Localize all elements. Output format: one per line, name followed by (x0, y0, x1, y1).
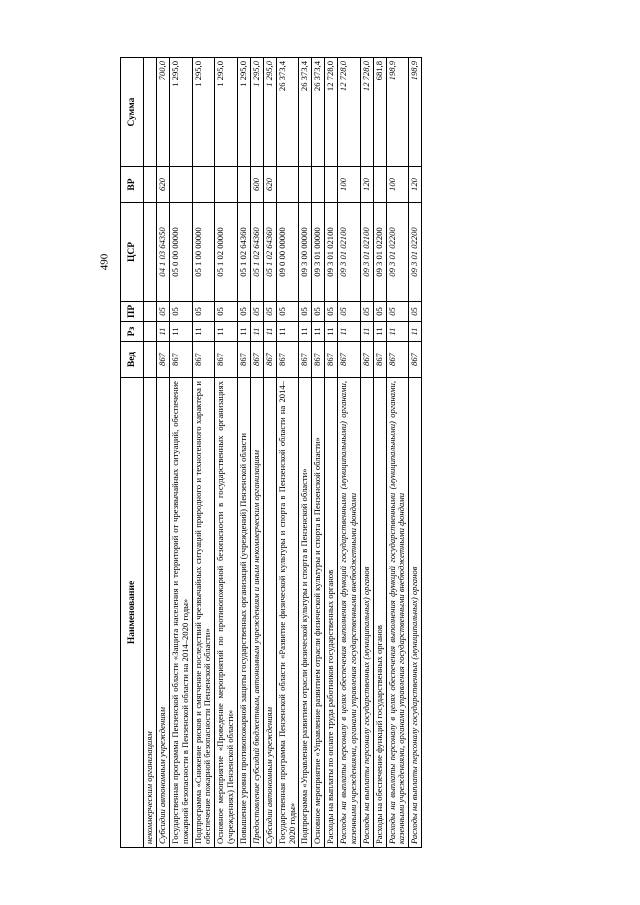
cell-csr: 05 1 02 00000 (215, 203, 238, 302)
cell-vr: 600 (250, 167, 263, 203)
cell-pr: 05 (276, 302, 299, 322)
cell-csr: 09 3 01 02200 (386, 203, 409, 302)
cell-sum: 1 295,0 (192, 58, 215, 167)
cell-csr: 09 0 00 00000 (276, 203, 299, 302)
table-row (386, 58, 409, 848)
cell-pr: 05 (325, 302, 338, 322)
header-sum: Сумма (121, 58, 144, 167)
table-row (409, 58, 422, 848)
cell-sum: 198,9 (386, 58, 409, 167)
cell-rz (144, 322, 157, 342)
cell-pr: 05 (156, 302, 169, 322)
cell-vr (144, 167, 157, 203)
cell-vr (373, 167, 386, 203)
cell-vr: 620 (156, 167, 169, 203)
table-row (338, 58, 361, 848)
cell-name: Расходы на выплаты персоналу в целях обеспечения выполнения функций государственными (муниципальными) органами, казенными учреждениями, органами управления государственными внебюджетными фондами (338, 378, 361, 848)
cell-sum: 1 295,0 (263, 58, 276, 167)
cell-name: некоммерческим организациям (144, 378, 157, 848)
cell-name: Основное мероприятие «Проведение мероприятий по противопожарной безопасности в государственных организациях (учреждениях) Пензенской области» (215, 378, 238, 848)
table-row (263, 58, 276, 848)
cell-ved: 867 (409, 342, 422, 378)
page-number-text: 490 (98, 253, 110, 271)
cell-vr (325, 167, 338, 203)
rotated-content (120, 58, 570, 848)
header-pr: ПР (121, 302, 144, 322)
table-row (169, 58, 192, 848)
cell-csr: 05 1 02 64360 (238, 203, 251, 302)
cell-name: Субсидии автономным учреждениям (156, 378, 169, 848)
cell-sum: 26 373,4 (276, 58, 299, 167)
cell-rz: 11 (299, 322, 312, 342)
cell-ved: 867 (338, 342, 361, 378)
cell-name: Субсидии автономным учреждениям (263, 378, 276, 848)
cell-name: Подпрограмма «Управление развитием отрасли физической культуры и спорта в Пензенской области» (299, 378, 312, 848)
cell-csr: 05 0 00 00000 (169, 203, 192, 302)
cell-vr (238, 167, 251, 203)
cell-pr: 05 (169, 302, 192, 322)
cell-sum: 26 373,4 (312, 58, 325, 167)
cell-vr: 120 (360, 167, 373, 203)
header-vr: ВР (121, 167, 144, 203)
header-csr: ЦСР (121, 203, 144, 302)
budget-table (120, 57, 422, 848)
table-row (238, 58, 251, 848)
header-ved: Вед (121, 342, 144, 378)
cell-rz: 11 (156, 322, 169, 342)
cell-rz: 11 (373, 322, 386, 342)
table-row (250, 58, 263, 848)
table-row (192, 58, 215, 848)
cell-pr: 05 (250, 302, 263, 322)
cell-ved: 867 (263, 342, 276, 378)
cell-ved: 867 (215, 342, 238, 378)
cell-pr: 05 (386, 302, 409, 322)
cell-pr (144, 302, 157, 322)
cell-pr: 05 (338, 302, 361, 322)
cell-sum: 12 728,0 (325, 58, 338, 167)
cell-sum: 12 728,0 (338, 58, 361, 167)
cell-pr: 05 (238, 302, 251, 322)
cell-pr: 05 (263, 302, 276, 322)
cell-csr: 09 3 01 02100 (360, 203, 373, 302)
cell-vr (169, 167, 192, 203)
cell-rz: 11 (263, 322, 276, 342)
cell-ved: 867 (386, 342, 409, 378)
page-number (90, 248, 118, 276)
cell-csr: 05 1 02 64360 (250, 203, 263, 302)
cell-vr (276, 167, 299, 203)
cell-ved: 867 (192, 342, 215, 378)
cell-pr: 05 (215, 302, 238, 322)
cell-sum: 26 373,4 (299, 58, 312, 167)
cell-ved: 867 (156, 342, 169, 378)
cell-rz: 11 (192, 322, 215, 342)
cell-csr: 04 1 03 64350 (156, 203, 169, 302)
cell-vr: 100 (386, 167, 409, 203)
cell-vr (192, 167, 215, 203)
table-row (215, 58, 238, 848)
cell-ved: 867 (325, 342, 338, 378)
cell-name: Государственная программа Пензенской области «Защита населения и территорий от чрезвычайных ситуаций, обеспечение пожарной безопасности в Пензенской области на 2014–2020 годы» (169, 378, 192, 848)
cell-rz: 11 (338, 322, 361, 342)
cell-name: Расходы на выплаты персоналу государственных (муниципальных) органов (409, 378, 422, 848)
cell-name: Предоставление субсидий бюджетным, автономным учреждениям и иным некоммерческим организациям (250, 378, 263, 848)
table-row (312, 58, 325, 848)
cell-pr: 05 (192, 302, 215, 322)
header-row (121, 58, 144, 848)
cell-sum: 700,0 (156, 58, 169, 167)
cell-csr: 09 3 01 02200 (373, 203, 386, 302)
cell-sum: 198,9 (409, 58, 422, 167)
cell-csr: 05 1 02 64360 (263, 203, 276, 302)
cell-vr (299, 167, 312, 203)
cell-sum: 1 295,0 (238, 58, 251, 167)
cell-ved: 867 (238, 342, 251, 378)
cell-ved: 867 (250, 342, 263, 378)
cell-csr (144, 203, 157, 302)
cell-rz: 11 (409, 322, 422, 342)
cell-pr: 05 (373, 302, 386, 322)
cell-rz: 11 (238, 322, 251, 342)
table-row (360, 58, 373, 848)
cell-pr: 05 (360, 302, 373, 322)
cell-name: Подпрограмма «Снижение рисков и смягчение последствий чрезвычайных ситуаций природного и техногенного характера и обеспечение пожарной безопасности Пензенской области» (192, 378, 215, 848)
cell-sum: 1 295,0 (215, 58, 238, 167)
cell-pr: 05 (299, 302, 312, 322)
cell-vr: 120 (409, 167, 422, 203)
cell-csr: 05 1 00 00000 (192, 203, 215, 302)
header-name: Наименование (121, 378, 144, 848)
cell-rz: 11 (276, 322, 299, 342)
cell-name: Расходы на обеспечение функций государственных органов (373, 378, 386, 848)
cell-name: Государственная программа Пензенской области «Развитие физической культуры и спорта в Пензенской области на 2014–2020 годы» (276, 378, 299, 848)
cell-csr: 09 3 01 02200 (409, 203, 422, 302)
cell-pr: 05 (409, 302, 422, 322)
cell-ved (144, 342, 157, 378)
cell-sum: 681,8 (373, 58, 386, 167)
table-row (299, 58, 312, 848)
cell-csr: 09 3 00 00000 (299, 203, 312, 302)
table-row (373, 58, 386, 848)
cell-ved: 867 (312, 342, 325, 378)
cell-rz: 11 (386, 322, 409, 342)
cell-vr: 620 (263, 167, 276, 203)
table-row (144, 58, 157, 848)
cell-ved: 867 (299, 342, 312, 378)
cell-sum: 1 295,0 (250, 58, 263, 167)
cell-name: Основное мероприятие «Управление развитием отрасли физической культуры и спорта в Пензенской области» (312, 378, 325, 848)
cell-rz: 11 (215, 322, 238, 342)
cell-sum: 1 295,0 (169, 58, 192, 167)
cell-rz: 11 (312, 322, 325, 342)
cell-ved: 867 (169, 342, 192, 378)
cell-sum (144, 58, 157, 167)
cell-vr: 100 (338, 167, 361, 203)
rotated-page (120, 58, 570, 848)
cell-vr (215, 167, 238, 203)
table-row (276, 58, 299, 848)
cell-rz: 11 (325, 322, 338, 342)
cell-ved: 867 (373, 342, 386, 378)
cell-pr: 05 (312, 302, 325, 322)
cell-sum: 12 728,0 (360, 58, 373, 167)
table-row (325, 58, 338, 848)
cell-rz: 11 (169, 322, 192, 342)
cell-csr: 09 3 01 02100 (338, 203, 361, 302)
cell-name: Повышение уровня противопожарной защиты государственных организаций (учреждений) Пензенской области (238, 378, 251, 848)
cell-name: Расходы на выплаты персоналу в целях обеспечения выполнения функций государственными (муниципальными) органами, казенными учреждениями, органами управления государственными внебюджетными фондами (386, 378, 409, 848)
table-row (156, 58, 169, 848)
cell-rz: 11 (250, 322, 263, 342)
cell-ved: 867 (360, 342, 373, 378)
cell-name: Расходы на выплаты персоналу государственных (муниципальных) органов (360, 378, 373, 848)
cell-csr: 09 3 01 00000 (312, 203, 325, 302)
header-rz: Рз (121, 322, 144, 342)
cell-vr (312, 167, 325, 203)
cell-name: Расходы на выплаты по оплате труда работников государственных органов (325, 378, 338, 848)
cell-csr: 09 3 01 02100 (325, 203, 338, 302)
cell-ved: 867 (276, 342, 299, 378)
cell-rz: 11 (360, 322, 373, 342)
